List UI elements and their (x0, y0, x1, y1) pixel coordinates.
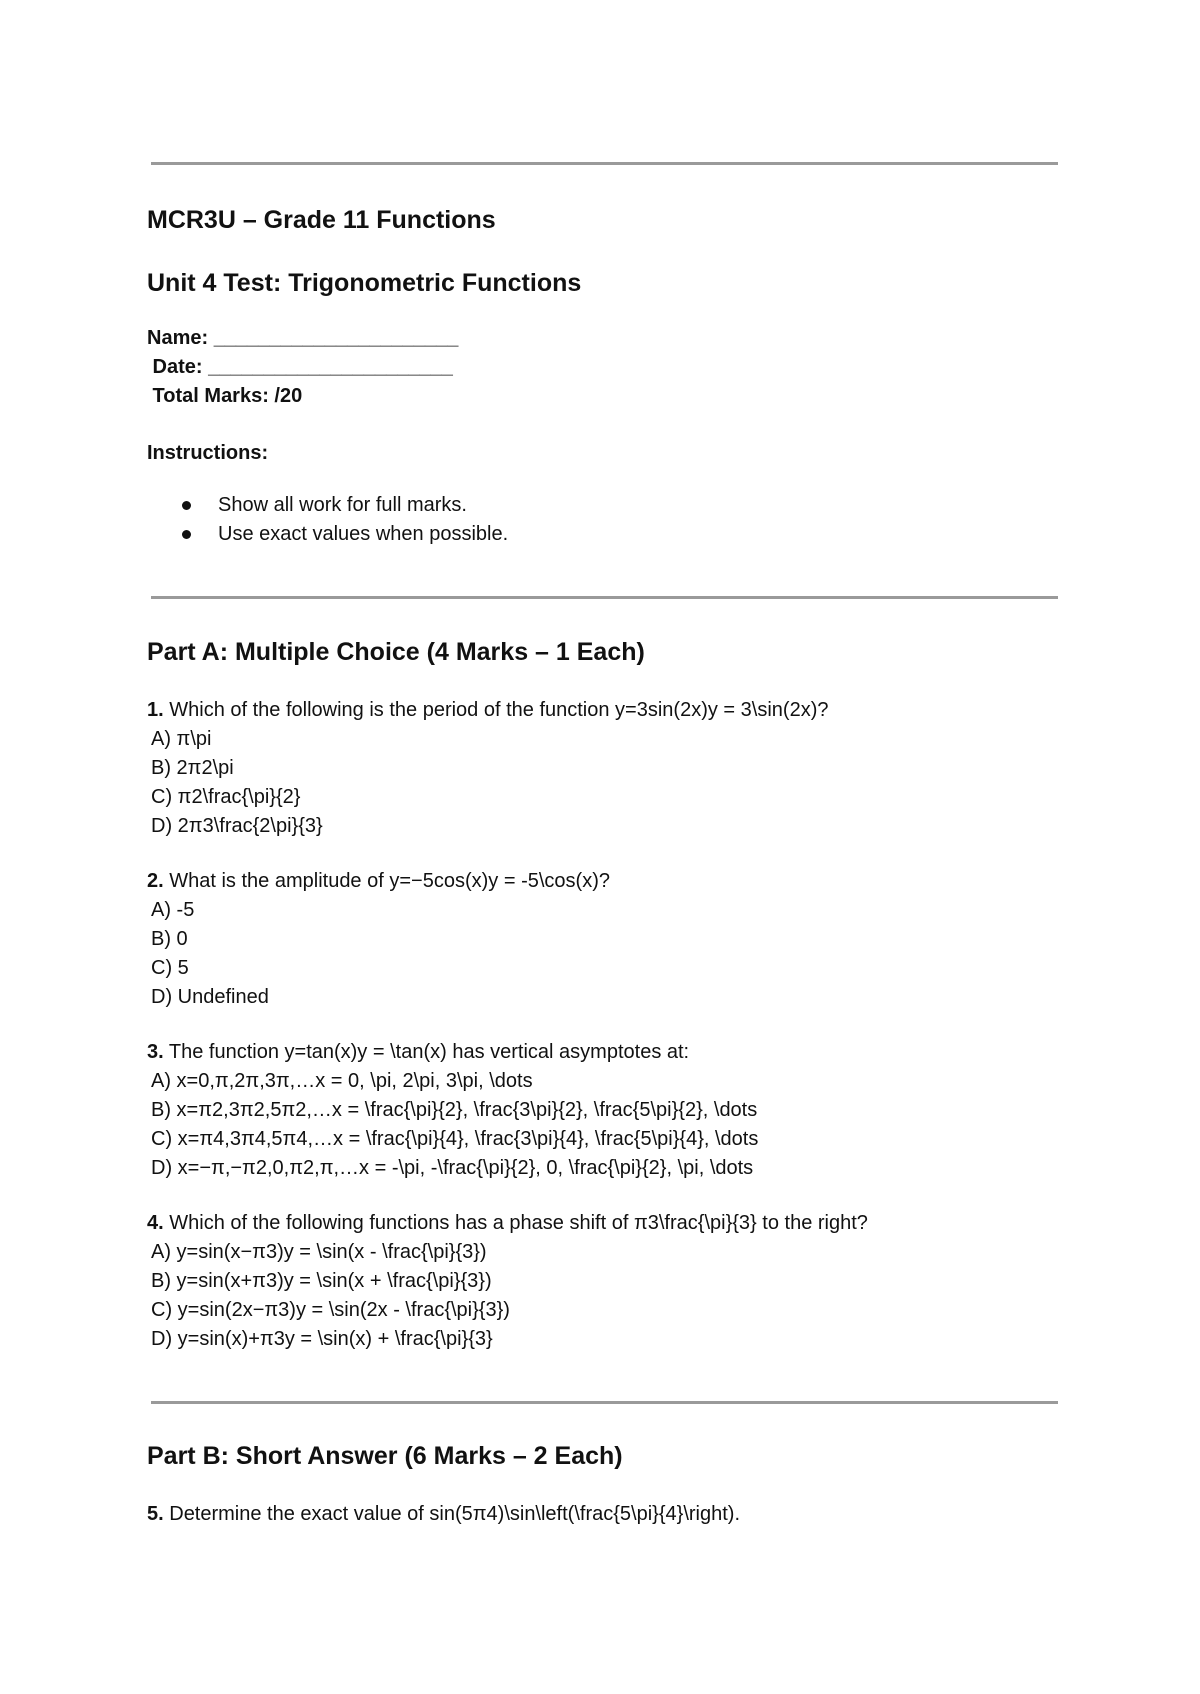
question-number: 4. (147, 1212, 164, 1234)
name-field-line: Name: ______________________ (147, 327, 459, 349)
question-text: What is the amplitude of y=−5cos(x)y = -5\cos(x)? (163, 870, 610, 892)
answer-option-c: C) 5 (151, 957, 189, 979)
date-field-line: Date: ______________________ (147, 356, 453, 378)
instruction-item: Show all work for full marks. (182, 491, 508, 520)
answer-option-b: B) x=π2,3π2,5π2,…x = \frac{\pi}{2}, \frac{3\pi}{2}, \frac{5\pi}{2}, \dots (151, 1099, 758, 1121)
part-a-title: Part A: Multiple Choice (4 Marks – 1 Each) (147, 638, 645, 666)
question-text: Which of the following is the period of the function y=3sin(2x)y = 3\sin(2x)? (163, 699, 829, 721)
total-marks-line: Total Marks: /20 (147, 385, 303, 407)
instructions-list (182, 491, 508, 549)
horizontal-rule (151, 596, 1058, 599)
horizontal-rule (151, 162, 1058, 165)
answer-option-d: D) y=sin(x)+π3y = \sin(x) + \frac{\pi}{3} (151, 1328, 493, 1350)
question-text: The function y=tan(x)y = \tan(x) has vertical asymptotes at: (163, 1041, 690, 1063)
student-info-block (147, 324, 458, 411)
test-title: Unit 4 Test: Trigonometric Functions (147, 269, 582, 297)
answer-option-c: C) π2\frac{\pi}{2} (151, 786, 301, 808)
answer-option-c: C) y=sin(2x−π3)y = \sin(2x - \frac{\pi}{3}) (151, 1299, 510, 1321)
instruction-item: Use exact values when possible. (182, 520, 508, 549)
question-number: 1. (147, 699, 164, 721)
question-text: Which of the following functions has a phase shift of π3\frac{\pi}{3} to the right? (163, 1212, 868, 1234)
part-b-title: Part B: Short Answer (6 Marks – 2 Each) (147, 1442, 623, 1470)
question-number: 2. (147, 870, 164, 892)
question-4 (147, 1209, 868, 1354)
question-5 (147, 1500, 740, 1529)
answer-option-a: A) π\pi (151, 728, 212, 750)
bullet-icon (182, 501, 191, 510)
answer-option-c: C) x=π4,3π4,5π4,…x = \frac{\pi}{4}, \frac{3\pi}{4}, \frac{5\pi}{4}, \dots (151, 1128, 759, 1150)
answer-option-d: D) x=−π,−π2,0,π2,π,…x = -\pi, -\frac{\pi}{2}, 0, \frac{\pi}{2}, \pi, \dots (151, 1157, 754, 1179)
answer-option-a: A) -5 (151, 899, 195, 921)
question-1 (147, 696, 828, 841)
answer-option-a: A) y=sin(x−π3)y = \sin(x - \frac{\pi}{3}) (151, 1241, 487, 1263)
answer-option-d: D) 2π3\frac{2\pi}{3} (151, 815, 323, 837)
course-title: MCR3U – Grade 11 Functions (147, 206, 496, 234)
question-number: 5. (147, 1503, 164, 1525)
answer-option-b: B) y=sin(x+π3)y = \sin(x + \frac{\pi}{3}) (151, 1270, 492, 1292)
horizontal-rule (151, 1401, 1058, 1404)
instructions-label: Instructions: (147, 442, 269, 464)
question-3 (147, 1038, 758, 1183)
question-2 (147, 867, 610, 1012)
answer-option-b: B) 0 (151, 928, 188, 950)
answer-option-a: A) x=0,π,2π,3π,…x = 0, \pi, 2\pi, 3\pi, \dots (151, 1070, 533, 1092)
question-number: 3. (147, 1041, 164, 1063)
answer-option-b: B) 2π2\pi (151, 757, 234, 779)
question-text: Determine the exact value of sin(5π4)\sin\left(\frac{5\pi}{4}\right). (163, 1503, 740, 1525)
bullet-icon (182, 530, 191, 539)
answer-option-d: D) Undefined (151, 986, 269, 1008)
